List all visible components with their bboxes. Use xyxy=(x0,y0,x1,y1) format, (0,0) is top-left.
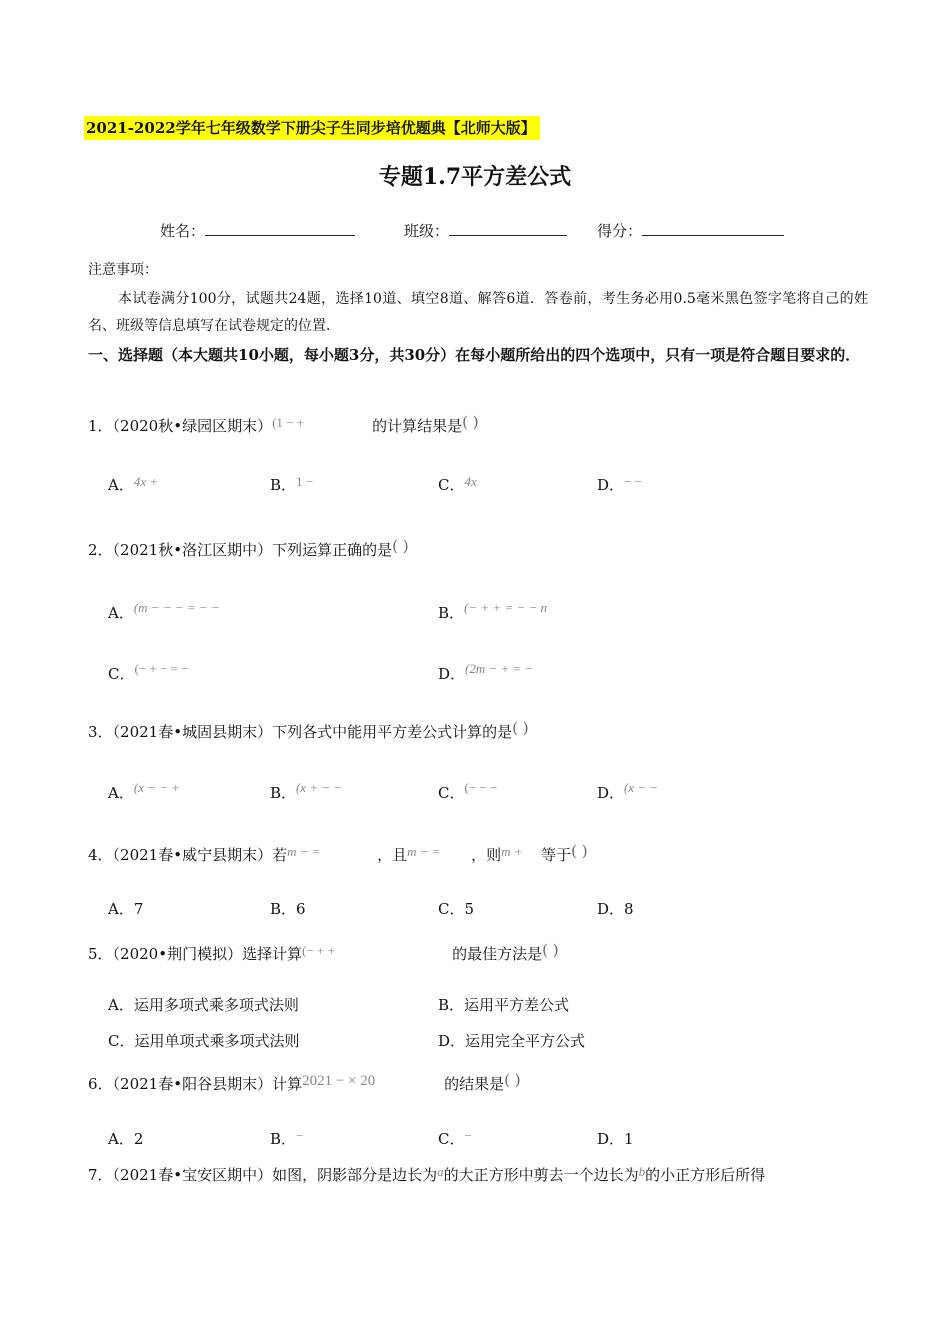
answer-paren: ( ) xyxy=(504,1071,521,1089)
option-value: − xyxy=(464,1128,472,1143)
option-a[interactable]: A．2 xyxy=(108,1130,144,1148)
name-label: 姓名： xyxy=(160,222,206,240)
question-source: （2021秋•洛江区期中） xyxy=(112,541,273,559)
option-b[interactable]: B．运用平方差公式 xyxy=(438,996,570,1014)
question-expr: (− + + xyxy=(302,943,335,958)
option-value: − xyxy=(296,1128,304,1143)
question-source: （2021春•威宁县期末） xyxy=(112,846,273,864)
option-expr: (2m − + = − xyxy=(465,661,534,676)
question-text: 等于 xyxy=(541,846,572,864)
option-value: 6 xyxy=(296,900,306,918)
question-7 xyxy=(88,1164,765,1185)
question-1 xyxy=(88,413,479,436)
answer-paren: ( ) xyxy=(571,842,588,860)
question-number: 4． xyxy=(88,846,113,864)
score-blank xyxy=(642,221,784,236)
name-blank xyxy=(205,221,355,236)
option-expr: − − xyxy=(624,474,642,489)
question-source: （2021春•宝安区期中） xyxy=(112,1166,273,1184)
option-a[interactable]: A．4x + xyxy=(108,474,159,494)
question-text: ，则 xyxy=(471,846,502,864)
option-d[interactable]: D．(x − − xyxy=(597,780,659,802)
option-b[interactable]: B．(x + − − xyxy=(270,780,343,802)
question-2 xyxy=(88,537,409,560)
question-text: 的最佳方法是 xyxy=(452,945,543,963)
question-text: 的结果是 xyxy=(444,1075,505,1093)
question-source: （2020•荆门模拟） xyxy=(112,945,243,963)
question-text: 的计算结果是 xyxy=(372,417,463,435)
question-text: ，且 xyxy=(377,846,408,864)
option-c[interactable]: C．4x xyxy=(438,474,477,494)
option-expr: (x + − − xyxy=(296,780,343,795)
answer-paren: ( ) xyxy=(462,413,479,431)
notice-body: 本试卷满分100分，试题共24题，选择10道、填空8道、解答6道．答卷前，考生务必用0.5毫米黑色签字笔将自己的姓名、班级等信息填写在试卷规定的位置． xyxy=(88,291,868,334)
question-text: 下列运算正确的是 xyxy=(272,541,393,559)
option-c[interactable]: C．5 xyxy=(438,900,475,918)
question-4 xyxy=(88,842,588,865)
option-expr: 4x + xyxy=(133,474,159,489)
score-field[interactable] xyxy=(597,220,784,241)
option-value: 2 xyxy=(133,1130,144,1148)
question-expr: (1 − + xyxy=(272,415,305,430)
section-heading: 一、选择题（本大题共10小题，每小题3分，共30分）在每小题所给出的四个选项中，只有一项是符合题目要求的． xyxy=(88,346,861,364)
question-5 xyxy=(88,941,559,964)
name-field[interactable] xyxy=(160,220,355,241)
answer-paren: ( ) xyxy=(392,537,409,555)
notice-heading: 注意事项： xyxy=(88,262,158,278)
score-label: 得分： xyxy=(597,222,643,240)
option-value: 8 xyxy=(624,900,634,918)
option-expr: (− + + = − − n xyxy=(464,600,547,615)
option-a[interactable]: A．(m − − − = − − xyxy=(108,600,220,622)
option-b[interactable]: B．− xyxy=(270,1128,304,1148)
option-text: 运用多项式乘多项式法则 xyxy=(133,996,299,1014)
option-b[interactable]: B．6 xyxy=(270,900,306,918)
option-c[interactable]: C．− xyxy=(438,1128,472,1148)
question-expr: m − = xyxy=(287,844,321,859)
question-text: 如图，阴影部分是边长为 xyxy=(272,1166,438,1184)
option-a[interactable]: A．7 xyxy=(108,900,144,918)
question-number: 2． xyxy=(88,541,113,559)
class-blank xyxy=(449,221,567,236)
question-expr: 2021 − × 20 xyxy=(302,1073,376,1089)
page-title: 专题1.7平方差公式 xyxy=(378,164,572,190)
option-b[interactable]: B．(− + + = − − n xyxy=(438,600,547,622)
answer-paren: ( ) xyxy=(512,719,529,737)
question-text: 下列各式中能用平方差公式计算的是 xyxy=(272,723,513,741)
question-source: （2020秋•绿园区期末） xyxy=(112,417,273,435)
option-expr: 1 − xyxy=(296,474,314,489)
option-expr: (m − − − = − − xyxy=(133,600,220,615)
answer-paren: ( ) xyxy=(542,941,559,959)
variable-a: a xyxy=(437,1164,444,1179)
class-field[interactable] xyxy=(404,220,567,241)
question-source: （2021春•城固县期末） xyxy=(112,723,273,741)
option-value: 1 xyxy=(624,1130,634,1148)
class-label: 班级： xyxy=(404,222,450,240)
option-expr: (x − − xyxy=(624,780,659,795)
option-text: 运用完全平方公式 xyxy=(465,1032,586,1050)
option-d[interactable]: D．1 xyxy=(597,1130,634,1148)
question-text: 的大正方形中剪去一个边长为 xyxy=(443,1166,639,1184)
option-value: 7 xyxy=(133,900,144,918)
question-number: 3． xyxy=(88,723,113,741)
question-number: 5． xyxy=(88,945,113,963)
option-value: 5 xyxy=(464,900,475,918)
option-d[interactable]: D．8 xyxy=(597,900,634,918)
option-a[interactable]: A．(x − − + xyxy=(108,780,181,802)
option-c[interactable]: C．运用单项式乘多项式法则 xyxy=(108,1032,300,1050)
option-c[interactable]: C．(− + − = − xyxy=(108,661,189,683)
option-d[interactable]: D．运用完全平方公式 xyxy=(438,1032,586,1050)
question-text: 若 xyxy=(272,846,288,864)
option-expr: (x − − + xyxy=(133,780,181,795)
question-3 xyxy=(88,719,529,742)
header-banner: 2021-2022学年七年级数学下册尖子生同步培优题典【北师大版】 xyxy=(84,116,540,140)
question-text: 计算 xyxy=(272,1075,303,1093)
option-a[interactable]: A．运用多项式乘多项式法则 xyxy=(108,996,299,1014)
question-number: 6． xyxy=(88,1075,113,1093)
question-number: 7． xyxy=(88,1166,113,1184)
option-text: 运用单项式乘多项式法则 xyxy=(134,1032,300,1050)
option-b[interactable]: B．1 − xyxy=(270,474,314,494)
option-expr: 4x xyxy=(464,474,477,489)
question-number: 1． xyxy=(88,417,113,435)
option-text: 运用平方差公式 xyxy=(464,996,570,1014)
option-c[interactable]: C．(− − − xyxy=(438,780,498,802)
question-expr: m + xyxy=(501,844,523,859)
question-expr: m − = xyxy=(407,844,441,859)
variable-b: b xyxy=(638,1164,646,1179)
question-text: 选择计算 xyxy=(242,945,303,963)
question-text: 的小正方形后所得 xyxy=(645,1166,766,1184)
option-expr: (− − − xyxy=(464,780,498,795)
question-6 xyxy=(88,1071,521,1094)
option-d[interactable]: D．− − xyxy=(597,474,642,494)
option-expr: (− + − = − xyxy=(134,661,189,676)
question-source: （2021春•阳谷县期末） xyxy=(112,1075,273,1093)
option-d[interactable]: D．(2m − + = − xyxy=(438,661,534,683)
